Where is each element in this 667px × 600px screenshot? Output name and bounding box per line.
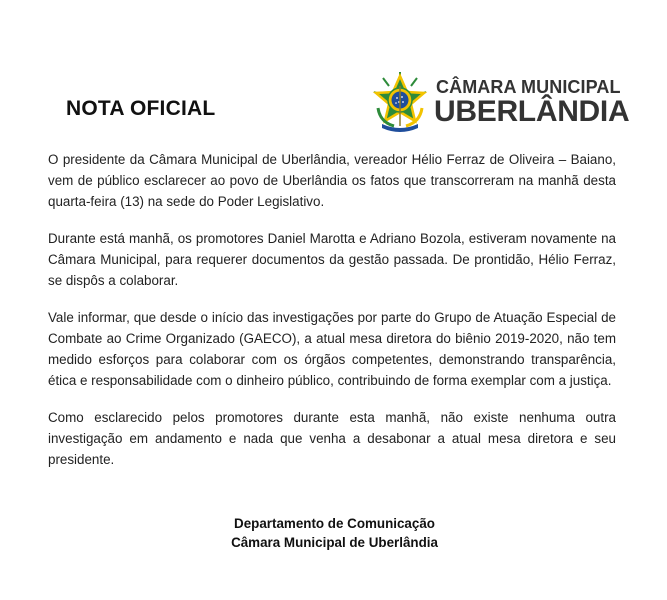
document-body	[48, 149, 616, 486]
paragraph: Durante está manhã, os promotores Daniel Marotta e Adriano Bozola, estiveram novamente na Câmara Municipal, para requerer documentos da gestão passada. De prontidão, Hélio Ferraz, se dispôs a colaborar.	[48, 231, 616, 288]
document-title: NOTA OFICIAL	[66, 97, 216, 120]
brazil-coat-of-arms-icon	[368, 68, 432, 134]
paragraph: Como esclarecido pelos promotores durante esta manhã, não existe nenhuma outra investigação em andamento e nada que venha a desabonar a atual mesa diretora e seu presidente.	[48, 410, 616, 467]
signature-organization: Câmara Municipal de Uberlândia	[231, 535, 438, 550]
signature-department: Departamento de Comunicação	[234, 516, 435, 531]
signature-block	[0, 514, 667, 552]
logo-line-camara: CÂMARA MUNICIPAL	[436, 77, 621, 97]
paragraph: Vale informar, que desde o início das investigações por parte do Grupo de Atuação Especial de Combate ao Crime Organizado (GAECO), a atual mesa diretora do biênio 2019-2020, não tem medido esforços para colaborar com os órgãos competentes, demonstrando transparência, ética e responsabilidade com o dinheiro público, contribuindo de forma exemplar com a justiça.	[48, 310, 616, 388]
paragraph: O presidente da Câmara Municipal de Uberlândia, vereador Hélio Ferraz de Oliveira – Baiano, vem de público esclarecer ao povo de Uberlândia os fatos que transcorreram na manhã desta quarta-feira (13) na sede do Poder Legislativo.	[48, 152, 616, 209]
camara-logo	[368, 68, 630, 138]
logo-line-uberlandia: UBERLÂNDIA	[434, 95, 630, 128]
